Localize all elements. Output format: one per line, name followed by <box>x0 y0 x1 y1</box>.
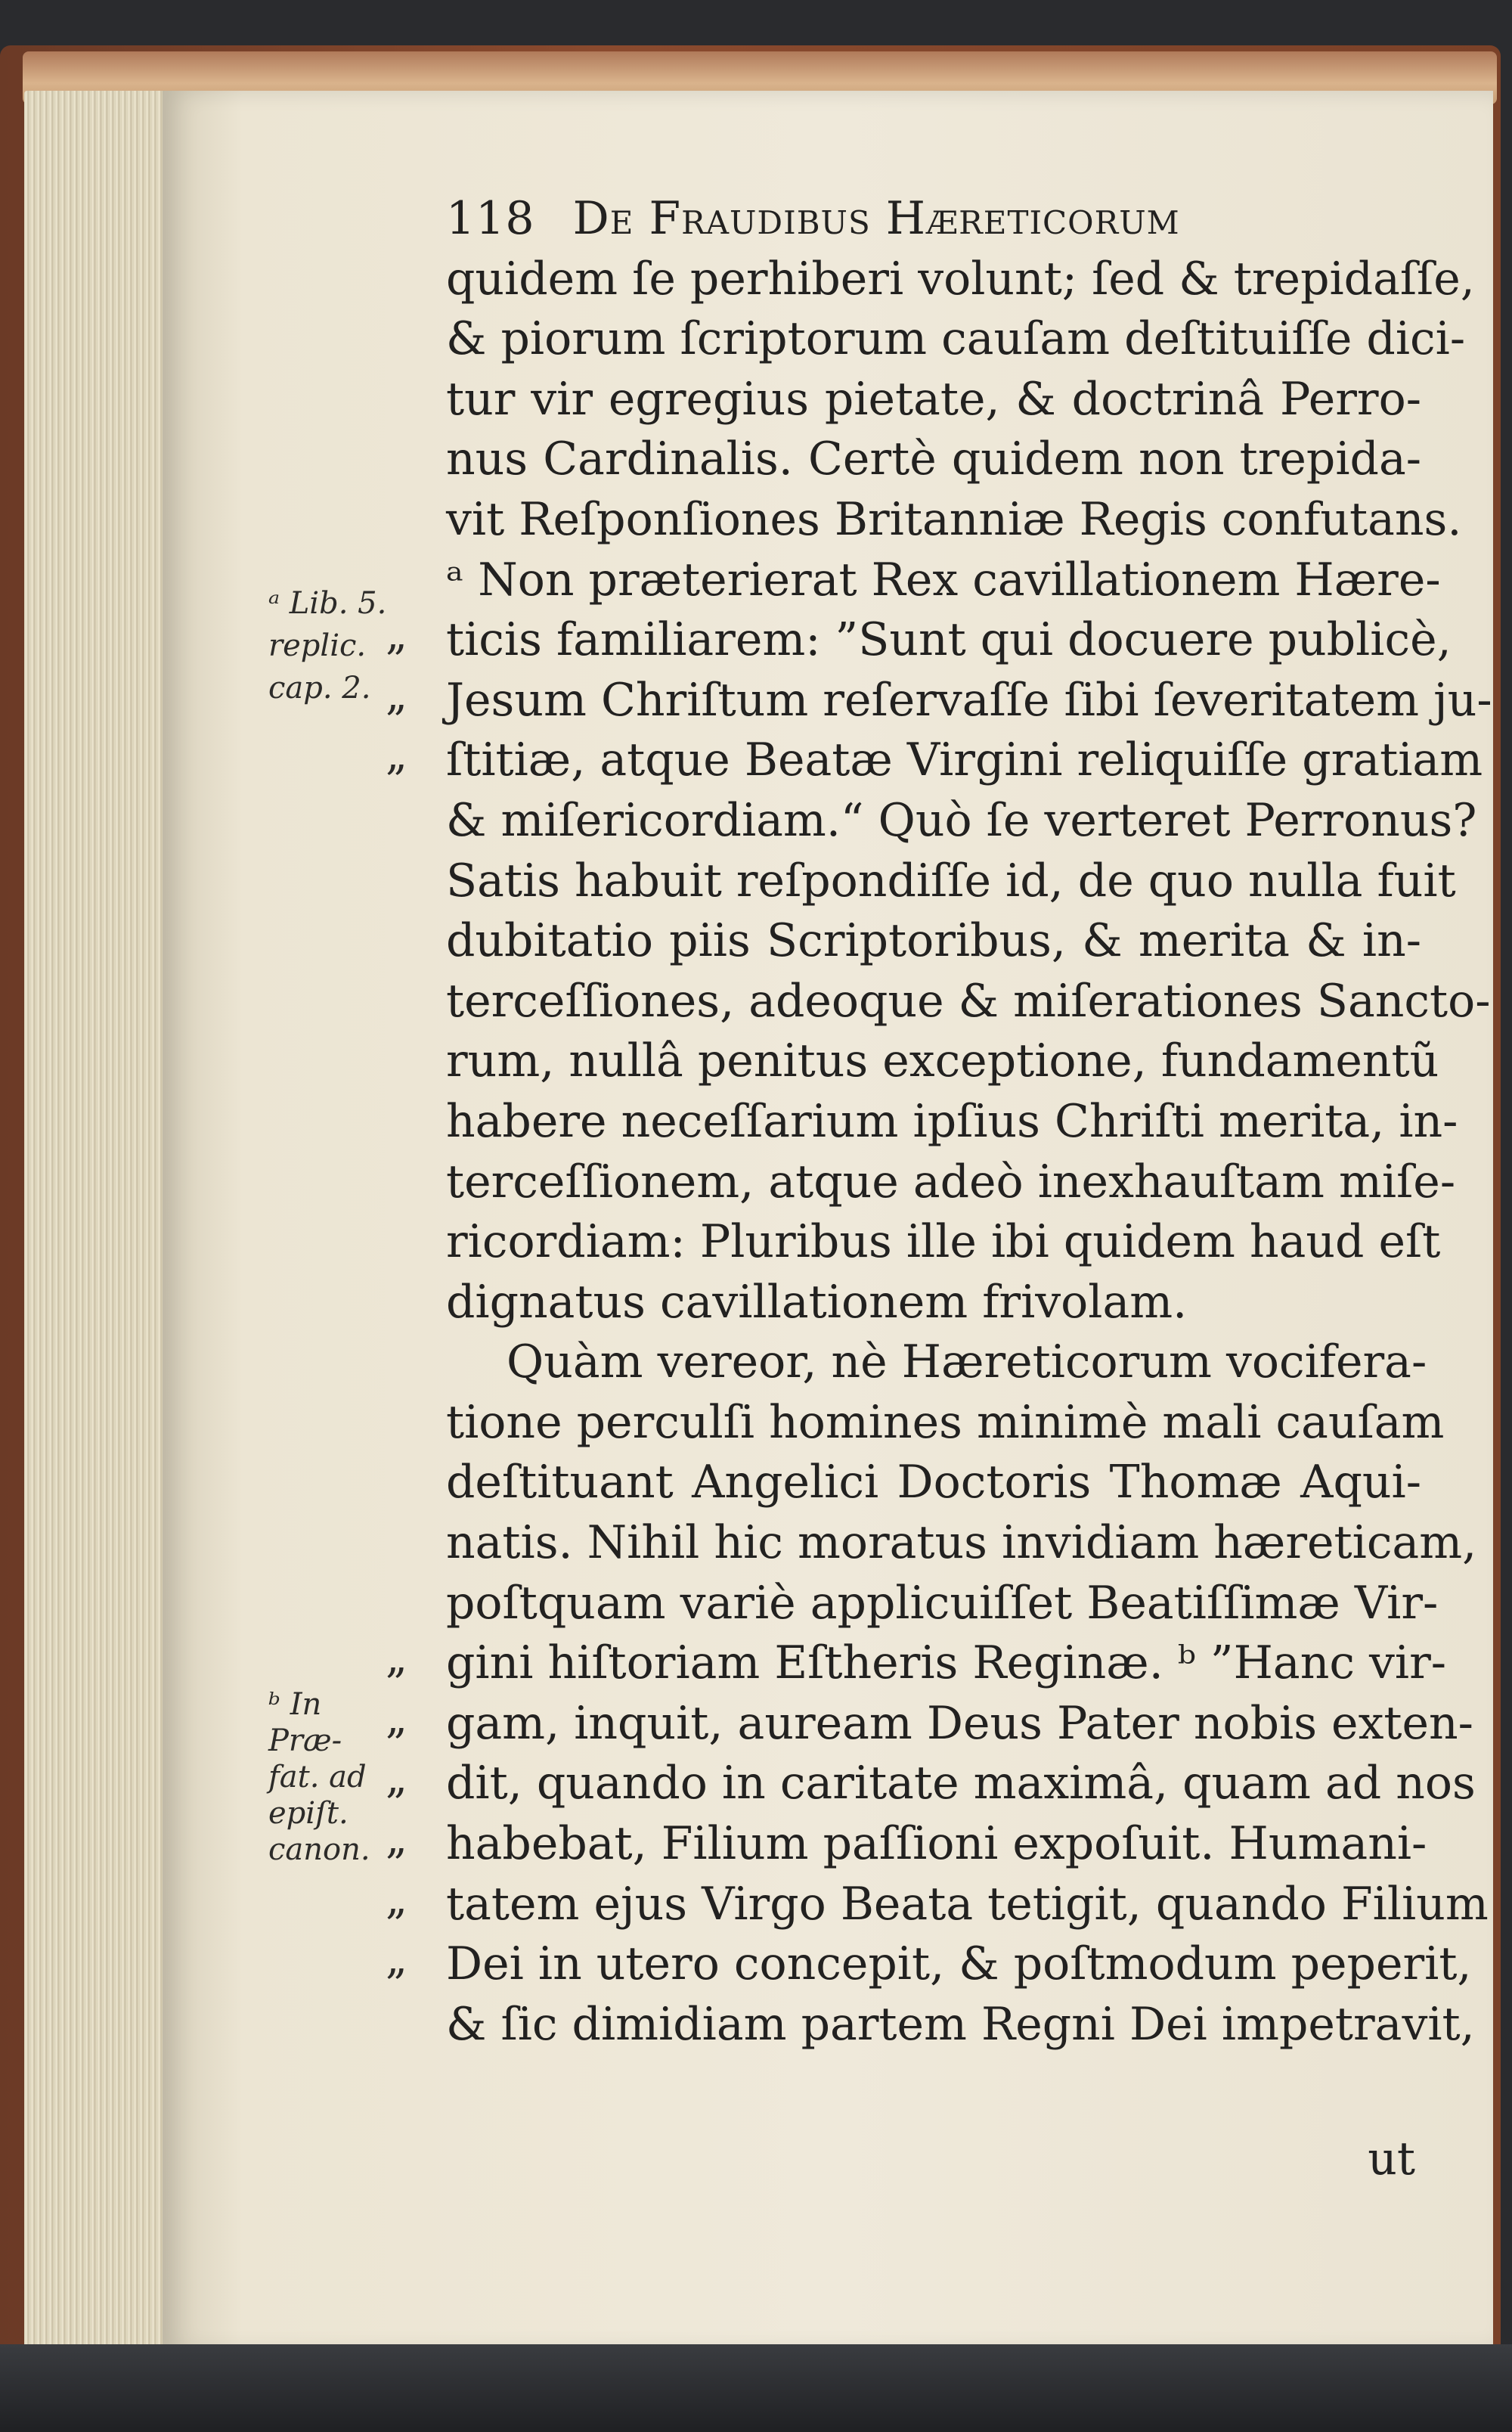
catchword: ut <box>1368 2133 1415 2185</box>
quote-mark <box>386 1513 438 1574</box>
quote-mark <box>386 1453 438 1513</box>
quote-mark: „ <box>386 1754 408 1804</box>
margin-note-line: canon. <box>268 1832 370 1867</box>
text-line: terceſſionem, atque adeò inexhauſtam miſe- <box>446 1155 1456 1208</box>
margin-note-line: cap. 2. <box>268 671 371 706</box>
text-line: dubitatio piis Scriptoribus, & merita & in- <box>446 914 1421 968</box>
quote-mark <box>386 911 438 972</box>
quote-mark <box>386 1031 438 1092</box>
text-line: quidem ſe perhiberi volunt; ſed & trepidaſſe, <box>446 252 1475 306</box>
quote-mark <box>386 791 438 852</box>
quote-mark: „ <box>386 610 408 660</box>
page-edges <box>24 91 175 2352</box>
quote-mark <box>386 1574 438 1634</box>
quote-mark <box>386 189 438 250</box>
text-line: Quàm vereor, nè Hæreticorum vocifera- <box>507 1335 1427 1389</box>
text-line: tur vir egregius pietate, & doctrinâ Perro- <box>446 372 1421 426</box>
running-header <box>446 189 1421 250</box>
quote-mark: „ <box>386 670 408 720</box>
margin-note-line: fat. ad <box>268 1760 367 1795</box>
text-line: poſtquam variè applicuiſſet Beatiſſimæ Vir- <box>446 1576 1439 1630</box>
text-line: ticis familiarem: ”Sunt qui docuere publicè, <box>446 613 1452 667</box>
quote-mark: „ <box>386 1693 408 1743</box>
text-line: gam, inquit, auream Deus Pater nobis exten- <box>446 1696 1473 1750</box>
text-line: tatem ejus Virgo Beata tetigit, quando Filium <box>446 1877 1489 1931</box>
quote-mark <box>386 1995 438 2055</box>
text-line: gini hiſtoriam Eſtheris Reginæ. ᵇ ”Hanc vir- <box>446 1636 1447 1690</box>
margin-note-line: replic. <box>268 628 367 663</box>
text-line: ᵃ Non prӕterierat Rex cavillationem Hære- <box>446 553 1441 606</box>
text-line: habere neceſſarium ipſius Chriſti merita, in- <box>446 1094 1458 1148</box>
text-line: natis. Nihil hic moratus invidiam hæreticam, <box>446 1516 1477 1570</box>
quote-mark <box>386 972 438 1032</box>
text-line: habebat, Filium paſſioni expoſuit. Humani- <box>446 1817 1427 1871</box>
quote-mark: „ <box>386 731 408 780</box>
text-line: rum, nullâ penitus exceptione, fundamentũ <box>446 1035 1439 1088</box>
text-line: vit Reſponſiones Britanniæ Regis confutans. <box>446 492 1462 546</box>
text-line: ricordiam: Pluribus ille ibi quidem haud eſt <box>446 1215 1441 1269</box>
text-line: Dei in utero concepit, & poſtmodum peperit, <box>446 1937 1472 1991</box>
margin-note-line: epiſt. <box>268 1796 349 1831</box>
text-line: deſtituant Angelici Doctoris Thomæ Aqui- <box>446 1456 1421 1509</box>
text-line: Jesum Chriſtum reſervaſſe ſibi ſeveritatem ju- <box>446 673 1492 727</box>
quote-mark <box>386 490 438 551</box>
bottom-shadow <box>0 2344 1512 2432</box>
margin-note-line: ᵇ In Præ- <box>268 1687 342 1758</box>
page-number: 118 <box>446 192 535 245</box>
text-line: Satis habuit reſpondiſſe id, de quo nulla fuit <box>446 854 1456 907</box>
text-line: & ſic dimidiam partem Regni Dei impetravit, <box>446 1997 1475 2051</box>
quote-mark: „ <box>386 1633 408 1683</box>
quote-mark <box>386 1273 438 1333</box>
text-line: dignatus cavillationem frivolam. <box>446 1275 1188 1329</box>
quote-mark <box>386 370 438 430</box>
text-line: & piorum ſcriptorum cauſam deſtituiſſe dici- <box>446 312 1466 366</box>
text-line: & miſericordiam.“ Quò ſe verteret Perronus? <box>446 793 1477 847</box>
quote-mark <box>386 1393 438 1453</box>
page-text <box>446 189 1492 2055</box>
running-title: De Fraudibus Hæreticorum <box>572 192 1180 245</box>
quote-mark <box>386 250 438 310</box>
quote-mark <box>386 309 438 370</box>
quote-mark <box>386 1152 438 1213</box>
quote-mark: „ <box>386 1814 408 1864</box>
margin-note-a <box>268 582 404 709</box>
quote-mark <box>386 430 438 490</box>
text-line: ſtitiæ, atque Beatæ Virgini reliquiſſe gratiam <box>446 734 1483 787</box>
text-line: nus Cardinalis. Certè quidem non trepida- <box>446 433 1421 486</box>
quote-mark <box>386 1092 438 1152</box>
quote-mark <box>386 852 438 912</box>
margin-note-line: ᵃ Lib. 5. <box>268 586 387 621</box>
text-line: dit, quando in caritate maximâ, quam ad nos <box>446 1757 1476 1810</box>
quote-mark: „ <box>386 1934 408 1984</box>
quote-mark <box>386 1212 438 1273</box>
quote-mark: „ <box>386 1874 408 1924</box>
margin-note-b <box>268 1686 404 1868</box>
quote-mark <box>386 1332 438 1393</box>
text-line: terceſſiones, adeoque & miſerationes Sancto- <box>446 974 1491 1028</box>
text-line: tione perculſi homines minimè mali cauſam <box>446 1395 1445 1449</box>
